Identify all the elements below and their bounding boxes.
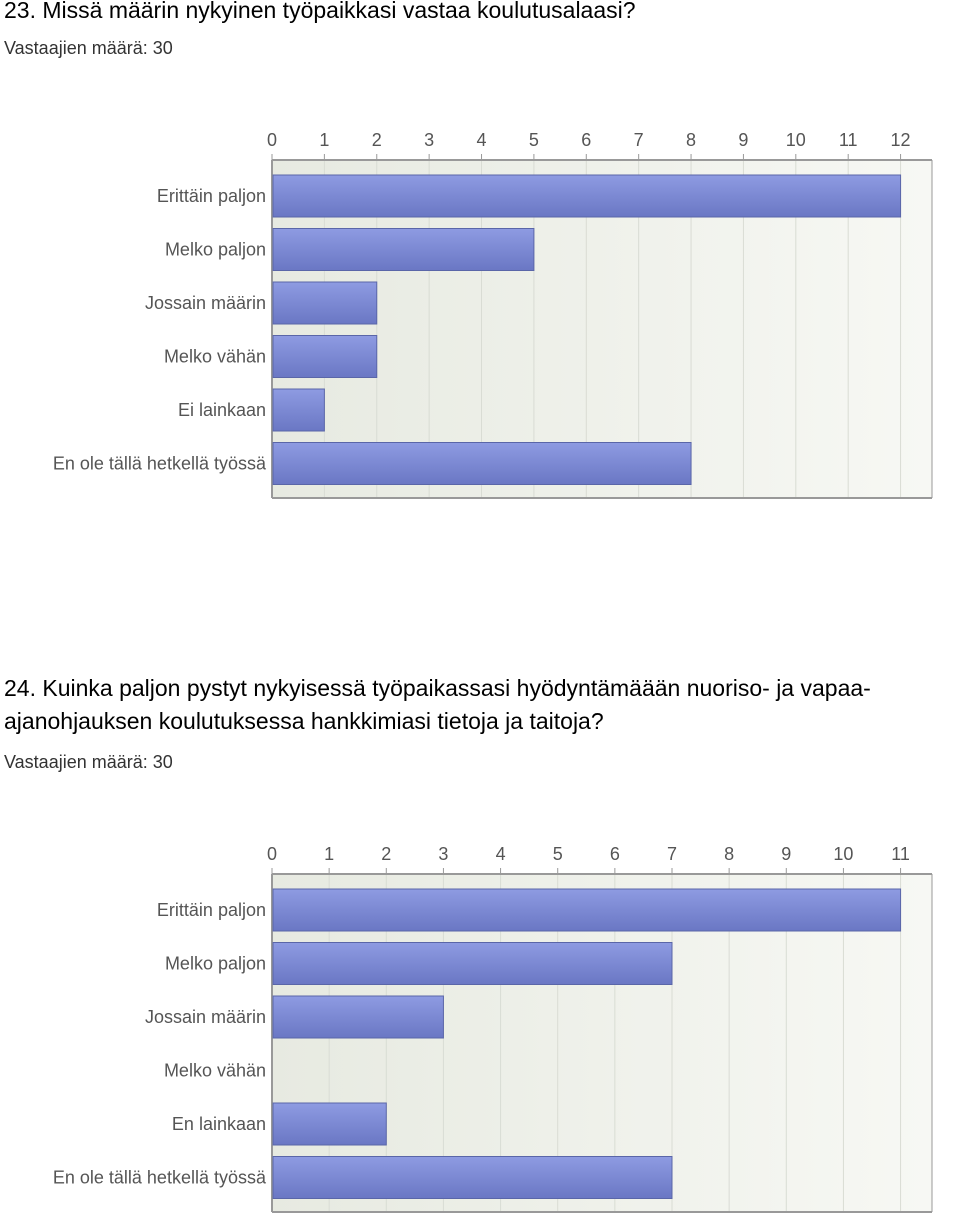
category-label: En ole tällä hetkellä työssä <box>52 1167 266 1188</box>
x-tick-label: 6 <box>609 844 620 864</box>
bar <box>273 943 672 985</box>
category-label: Jossain määrin <box>144 1007 266 1027</box>
x-tick-label: 8 <box>724 844 735 864</box>
question-23-bar-chart <box>0 120 960 505</box>
bar <box>273 889 901 931</box>
category-label: En lainkaan <box>171 1114 266 1134</box>
question-23-respondent-count: Vastaajien määrä: 30 <box>4 38 173 58</box>
x-tick-label: 9 <box>781 844 792 864</box>
bar <box>273 336 377 378</box>
category-label: Melko paljon <box>164 953 266 974</box>
question-23-title: 23. Missä määrin nykyinen työpaikkasi vastaa koulutusalaasi? <box>4 0 636 23</box>
bar <box>273 229 534 271</box>
x-tick-label: 6 <box>581 130 592 150</box>
question-24-respondent-count: Vastaajien määrä: 30 <box>4 752 173 772</box>
category-label: Melko vähän <box>163 346 266 367</box>
x-tick-label: 9 <box>738 130 749 150</box>
x-tick-label: 5 <box>552 844 563 864</box>
bar <box>273 1157 672 1199</box>
x-tick-label: 4 <box>495 844 506 864</box>
x-tick-label: 2 <box>371 130 382 150</box>
x-tick-label: 3 <box>424 130 435 150</box>
x-tick-label: 10 <box>833 844 854 864</box>
category-label: Jossain määrin <box>144 293 266 313</box>
x-tick-label: 7 <box>633 130 644 150</box>
x-tick-label: 12 <box>890 130 911 150</box>
category-label: Erittäin paljon <box>156 900 266 920</box>
category-label: Melko vähän <box>163 1060 266 1081</box>
x-tick-label: 7 <box>666 844 678 864</box>
x-tick-label: 11 <box>891 844 910 864</box>
category-label: Erittäin paljon <box>156 186 266 206</box>
question-24-title: 24. Kuinka paljon pystyt nykyisessä työpaikassasi hyödyntämäään nuoriso- ja vapaa-ajanohjauksen koulutuksessa hankkimiasi tietoja ja taitoja? <box>4 675 871 734</box>
bar <box>273 389 324 431</box>
x-tick-label: 10 <box>785 130 806 150</box>
x-tick-label: 4 <box>476 130 487 150</box>
question-24-bar-chart <box>0 834 960 1217</box>
bar <box>273 1103 386 1145</box>
x-tick-label: 0 <box>266 130 278 150</box>
x-tick-label: 3 <box>438 844 449 864</box>
bar <box>273 282 377 324</box>
x-tick-label: 0 <box>266 844 278 864</box>
bar <box>273 175 901 217</box>
bar <box>273 996 443 1038</box>
category-label: Ei lainkaan <box>177 400 266 420</box>
category-label: Melko paljon <box>164 239 266 260</box>
x-tick-label: 1 <box>324 844 335 864</box>
x-tick-label: 5 <box>528 130 539 150</box>
bar <box>273 443 691 485</box>
x-tick-label: 8 <box>686 130 697 150</box>
x-tick-label: 2 <box>381 844 392 864</box>
x-tick-label: 1 <box>319 130 330 150</box>
category-label: En ole tällä hetkellä työssä <box>52 453 266 474</box>
x-tick-label: 11 <box>838 130 858 150</box>
